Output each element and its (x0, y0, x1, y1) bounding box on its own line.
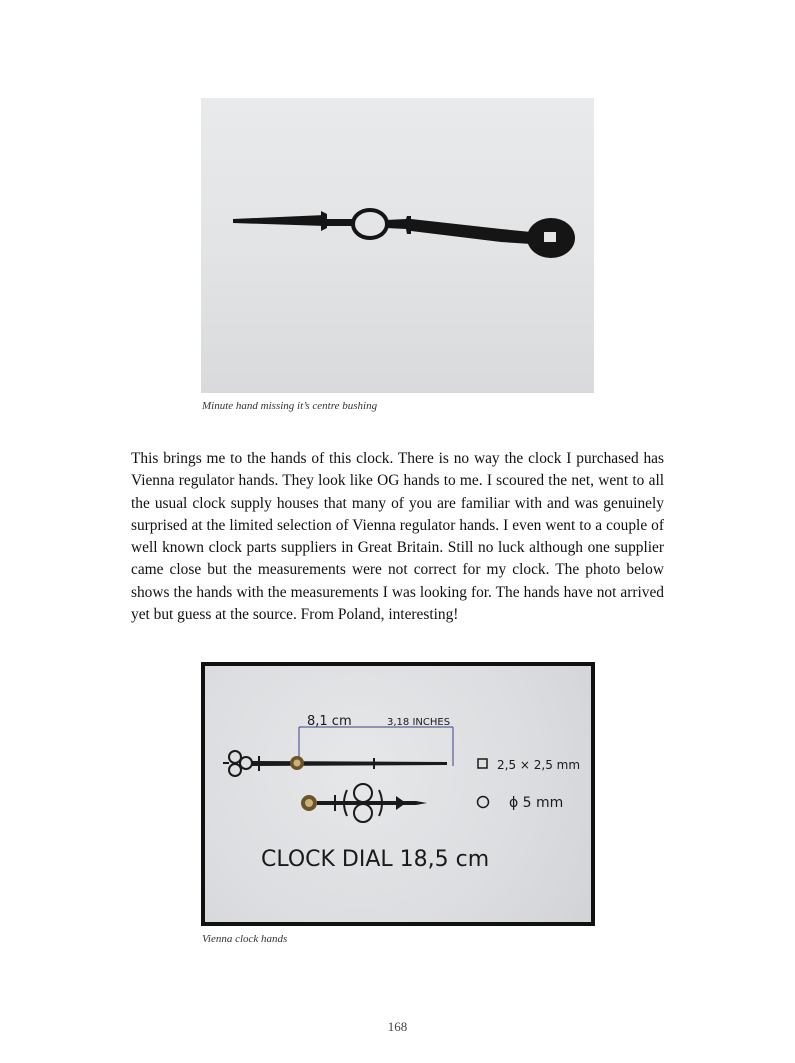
body-paragraph: This brings me to the hands of this clock. There is no way the clock I purchased has Vienna regulator hands. They look like OG hands to me. I scoured the net, went to all the usual clock supply houses that many of you are familiar with and was genuinely surprised at the limited selection of Vienna regulator hands. I even went to a couple of well known clock parts suppliers in Great Britain. Still no luck although one supplier came close but the measurements were not correct for my clock. The photo below shows the hands with the measurements I was looking for. The hands have not arrived yet but guess at the source. From Poland, interesting! (131, 450, 664, 624)
minute-hand (223, 751, 447, 776)
square-hole-icon (478, 759, 487, 768)
round-hole-label: ϕ 5 mm (509, 795, 564, 811)
square-hole-label: 2,5 × 2,5 mm (497, 758, 581, 772)
round-hole-icon (478, 797, 489, 808)
page-number: 168 (387, 1019, 408, 1034)
vienna-hands-drawing (201, 662, 587, 918)
vienna-hands-photo (201, 662, 595, 926)
minute-hand-drawing (201, 98, 594, 393)
figure-caption: Vienna clock hands (202, 933, 288, 945)
hour-hand (301, 784, 427, 822)
length-cm-label: 8,1 cm (307, 714, 352, 729)
figure-caption: Minute hand missing it’s centre bushing (202, 400, 378, 412)
length-inches-label: 3,18 INCHES (387, 717, 451, 728)
minute-hand-photo (201, 98, 594, 393)
clock-dial-label: CLOCK DIAL 18,5 cm (261, 847, 490, 872)
